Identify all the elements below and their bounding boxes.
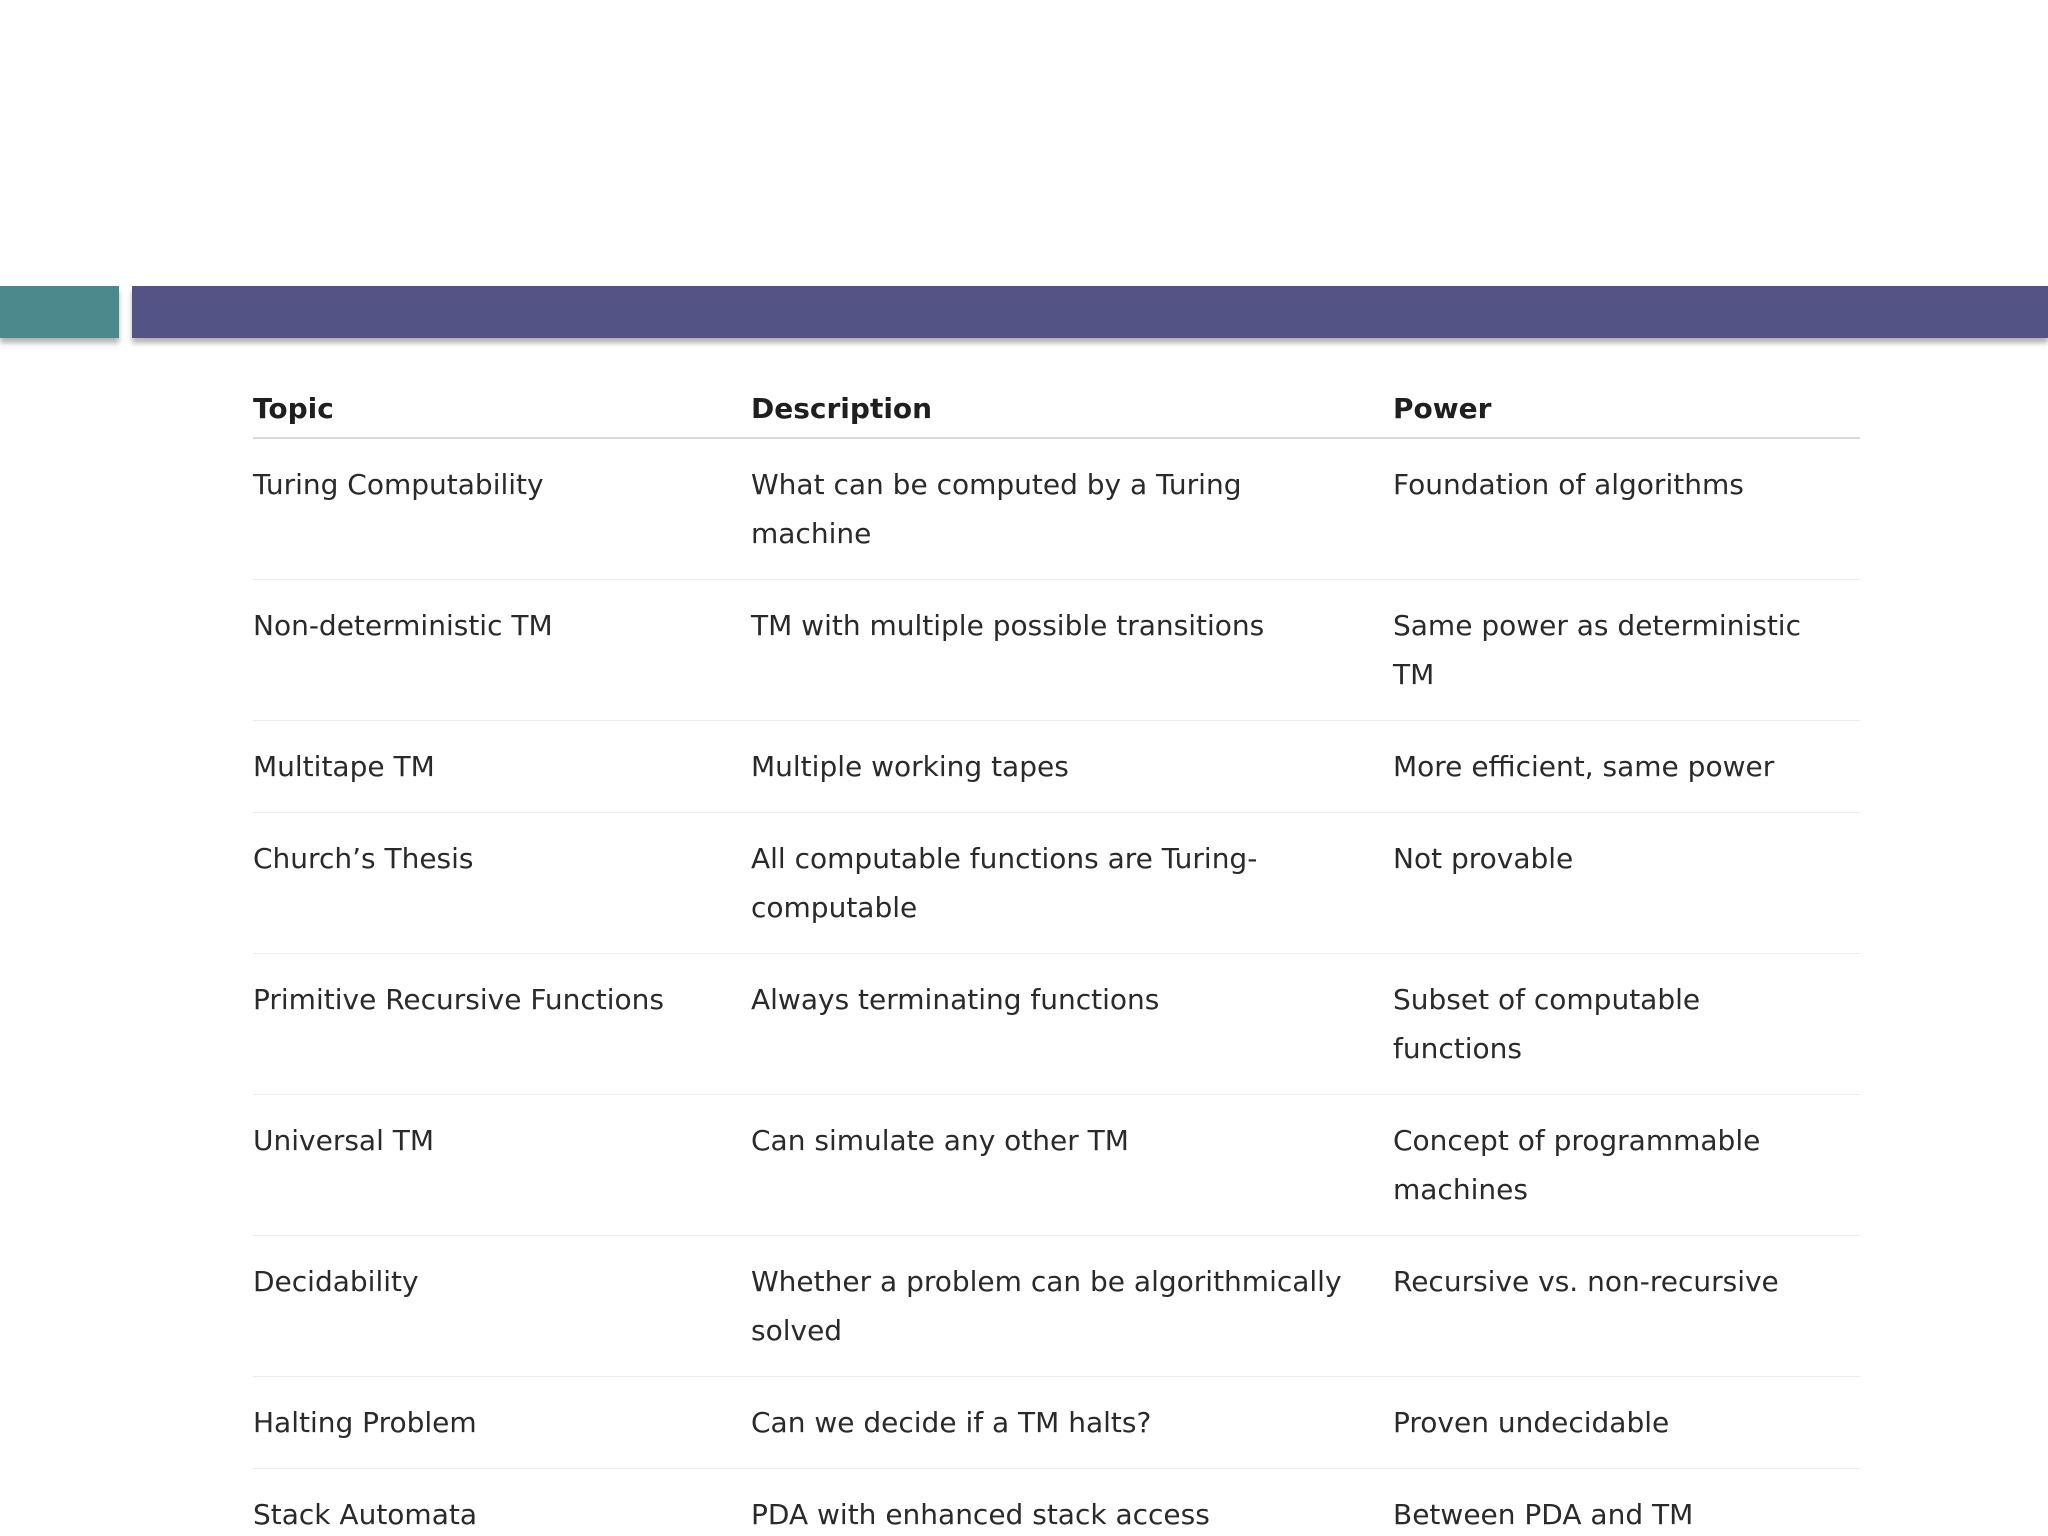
cell-description: Can we decide if a TM halts? [751, 1377, 1393, 1469]
cell-topic: Church’s Thesis [253, 813, 751, 954]
header-power: Power [1393, 372, 1860, 438]
cell-topic: Stack Automata [253, 1498, 477, 1531]
cell-power: Foundation of algorithms [1393, 438, 1860, 580]
table-row [253, 813, 1860, 954]
cell-description: What can be computed by a Turing machine [751, 438, 1393, 580]
table-row [253, 721, 1860, 813]
header-description: Description [751, 372, 1393, 438]
cell-description: PDA with enhanced stack access [751, 1498, 1210, 1531]
cell-power: Proven undecidable [1393, 1377, 1860, 1469]
table-header-row [253, 372, 1860, 438]
cell-topic: Turing Computability [253, 438, 751, 580]
cell-topic: Universal TM [253, 1095, 751, 1236]
topics-table [253, 372, 1860, 1536]
cell-topic: Halting Problem [253, 1377, 751, 1469]
cell-topic: Non-deterministic TM [253, 580, 751, 721]
cell-description: Can simulate any other TM [751, 1095, 1393, 1236]
cell-description: Multiple working tapes [751, 721, 1393, 813]
table-row [253, 1095, 1860, 1236]
cell-description: Always terminating functions [751, 954, 1393, 1095]
table-row [253, 954, 1860, 1095]
cell-topic: Multitape TM [253, 721, 751, 813]
cell-power: Recursive vs. non-recursive [1393, 1236, 1860, 1377]
cell-topic: Decidability [253, 1236, 751, 1377]
table-row [253, 1236, 1860, 1377]
cell-power: Between PDA and TM [1393, 1498, 1694, 1531]
cell-power: Not provable [1393, 813, 1860, 954]
cell-topic: Primitive Recursive Functions [253, 954, 751, 1095]
cell-description: TM with multiple possible transitions [751, 580, 1393, 721]
cell-power: More efficient, same power [1393, 721, 1860, 813]
table-row [253, 1377, 1860, 1469]
cell-power: Same power as deterministic TM [1393, 580, 1860, 721]
cell-description: All computable functions are Turing-computable [751, 813, 1393, 954]
table-row [253, 438, 1860, 580]
accent-bar-teal [0, 286, 119, 338]
table-row [253, 1469, 1860, 1536]
header-topic: Topic [253, 372, 751, 438]
cell-power: Concept of programmable machines [1393, 1095, 1860, 1236]
table-row [253, 580, 1860, 721]
cell-power: Subset of computable functions [1393, 954, 1860, 1095]
accent-bar-purple [132, 286, 2048, 338]
cell-description: Whether a problem can be algorithmically solved [751, 1236, 1393, 1377]
